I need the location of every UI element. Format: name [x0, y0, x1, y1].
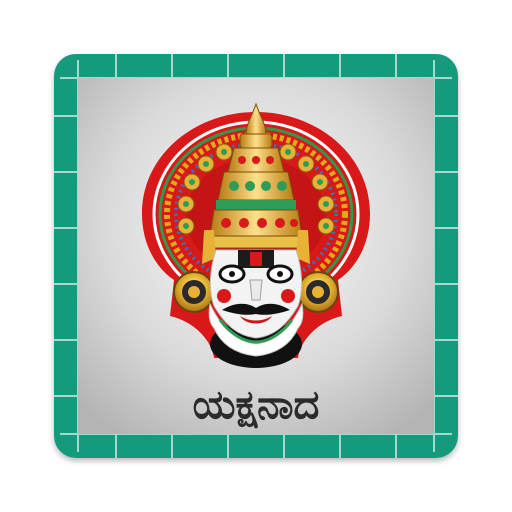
app-title: ಯಕ್ಷನಾದ — [192, 382, 320, 428]
cheek-dot-left — [217, 289, 231, 303]
cheek-dot-right — [281, 289, 295, 303]
nose — [250, 280, 262, 300]
crown-band-top — [240, 134, 272, 148]
eye-left — [220, 266, 244, 282]
crown-band-green — [216, 200, 296, 210]
app-icon-tile[interactable] — [54, 54, 458, 458]
crown-tier-1-gems — [238, 156, 274, 164]
ear-disc-left — [174, 272, 214, 312]
crown-base-band — [210, 236, 302, 248]
ear-disc-right — [298, 272, 338, 312]
forehead-mark-red — [250, 252, 262, 266]
eye-right — [268, 266, 292, 282]
